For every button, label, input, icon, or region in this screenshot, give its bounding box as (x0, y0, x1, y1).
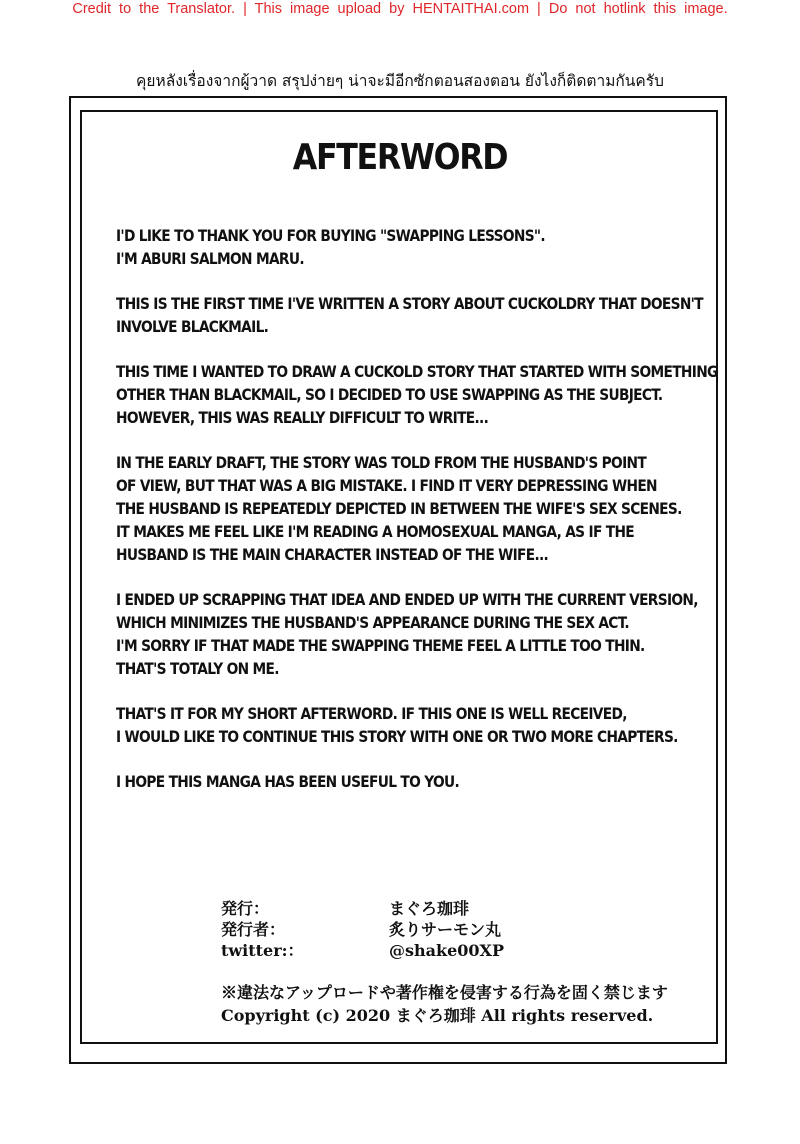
body-line: I'M SORRY IF THAT MADE THE SWAPPING THEME FEEL A LITTLE TOO THIN. (116, 636, 645, 655)
body-line: IN THE EARLY DRAFT, THE STORY WAS TOLD FROM THE HUSBAND'S POINT (116, 453, 647, 472)
colophon-label: 発行： (221, 899, 270, 918)
body-line: THIS IS THE FIRST TIME I'VE WRITTEN A STORY ABOUT CUCKOLDRY THAT DOESN'T (116, 294, 703, 313)
body-line: I'M ABURI SALMON MARU. (116, 249, 304, 268)
paragraph-early-draft (116, 451, 716, 566)
credit-line: Credit to the Translator. | This image upload by HENTAITHAI.com | Do not hotlink this image. (72, 1, 728, 17)
body-line: I WOULD LIKE TO CONTINUE THIS STORY WITH ONE OR TWO MORE CHAPTERS. (116, 727, 678, 746)
colophon-row-publisher (221, 898, 721, 919)
body-line: I'D LIKE TO THANK YOU FOR BUYING "SWAPPING LESSONS". (116, 226, 545, 245)
colophon-value: 炙りサーモン丸 (389, 920, 502, 939)
paragraph-first-time (116, 292, 716, 338)
legal-notice: ※違法なアップロードや著作権を侵害する行為を固く禁じます (221, 983, 668, 1002)
body-line: THE HUSBAND IS REPEATEDLY DEPICTED IN BETWEEN THE WIFE'S SEX SCENES. (116, 499, 682, 518)
afterword-body (116, 224, 716, 815)
body-line: HOWEVER, THIS WAS REALLY DIFFICULT TO WRITE... (116, 408, 489, 427)
paragraph-thanks (116, 224, 716, 270)
paragraph-current-version (116, 588, 716, 680)
copyright-line: Copyright (c) 2020 まぐろ珈琲 All rights reserved. (221, 1006, 654, 1025)
paragraph-swapping-subject (116, 360, 716, 429)
body-line: I HOPE THIS MANGA HAS BEEN USEFUL TO YOU. (116, 772, 460, 791)
body-line: HUSBAND IS THE MAIN CHARACTER INSTEAD OF THE WIFE... (116, 545, 549, 564)
body-line: INVOLVE BLACKMAIL. (116, 317, 269, 336)
body-line: I ENDED UP SCRAPPING THAT IDEA AND ENDED UP WITH THE CURRENT VERSION, (116, 590, 698, 609)
colophon-label: twitter:： (221, 941, 304, 960)
body-line: OTHER THAN BLACKMAIL, SO I DECIDED TO USE SWAPPING AS THE SUBJECT. (116, 385, 663, 404)
colophon-value: まぐろ珈琲 (389, 899, 470, 918)
body-line: THAT'S IT FOR MY SHORT AFTERWORD. IF THIS ONE IS WELL RECEIVED, (116, 704, 627, 723)
paragraph-closing (116, 770, 716, 793)
legal-block (221, 981, 668, 1027)
afterword-title: AFTERWORD (292, 137, 508, 178)
body-line: THIS TIME I WANTED TO DRAW A CUCKOLD STORY THAT STARTED WITH SOMETHING (116, 362, 718, 381)
body-line: IT MAKES ME FEEL LIKE I'M READING A HOMOSEXUAL MANGA, AS IF THE (116, 522, 635, 541)
colophon-row-twitter (221, 940, 721, 961)
colophon (221, 898, 721, 961)
body-line: OF VIEW, BUT THAT WAS A BIG MISTAKE. I FIND IT VERY DEPRESSING WHEN (116, 476, 657, 495)
translator-note: คุยหลังเรื่องจากผู้วาด สรุปง่ายๆ น่าจะมีอีกซักตอนสองตอน ยังไงก็ติดตามกันครับ (136, 72, 664, 90)
twitter-handle: @shake00XP (389, 941, 504, 960)
body-line: WHICH MINIMIZES THE HUSBAND'S APPEARANCE DURING THE SEX ACT. (116, 613, 629, 632)
body-line: THAT'S TOTALY ON ME. (116, 659, 279, 678)
paragraph-more-chapters (116, 702, 716, 748)
colophon-row-author (221, 919, 721, 940)
colophon-label: 発行者： (221, 920, 286, 939)
